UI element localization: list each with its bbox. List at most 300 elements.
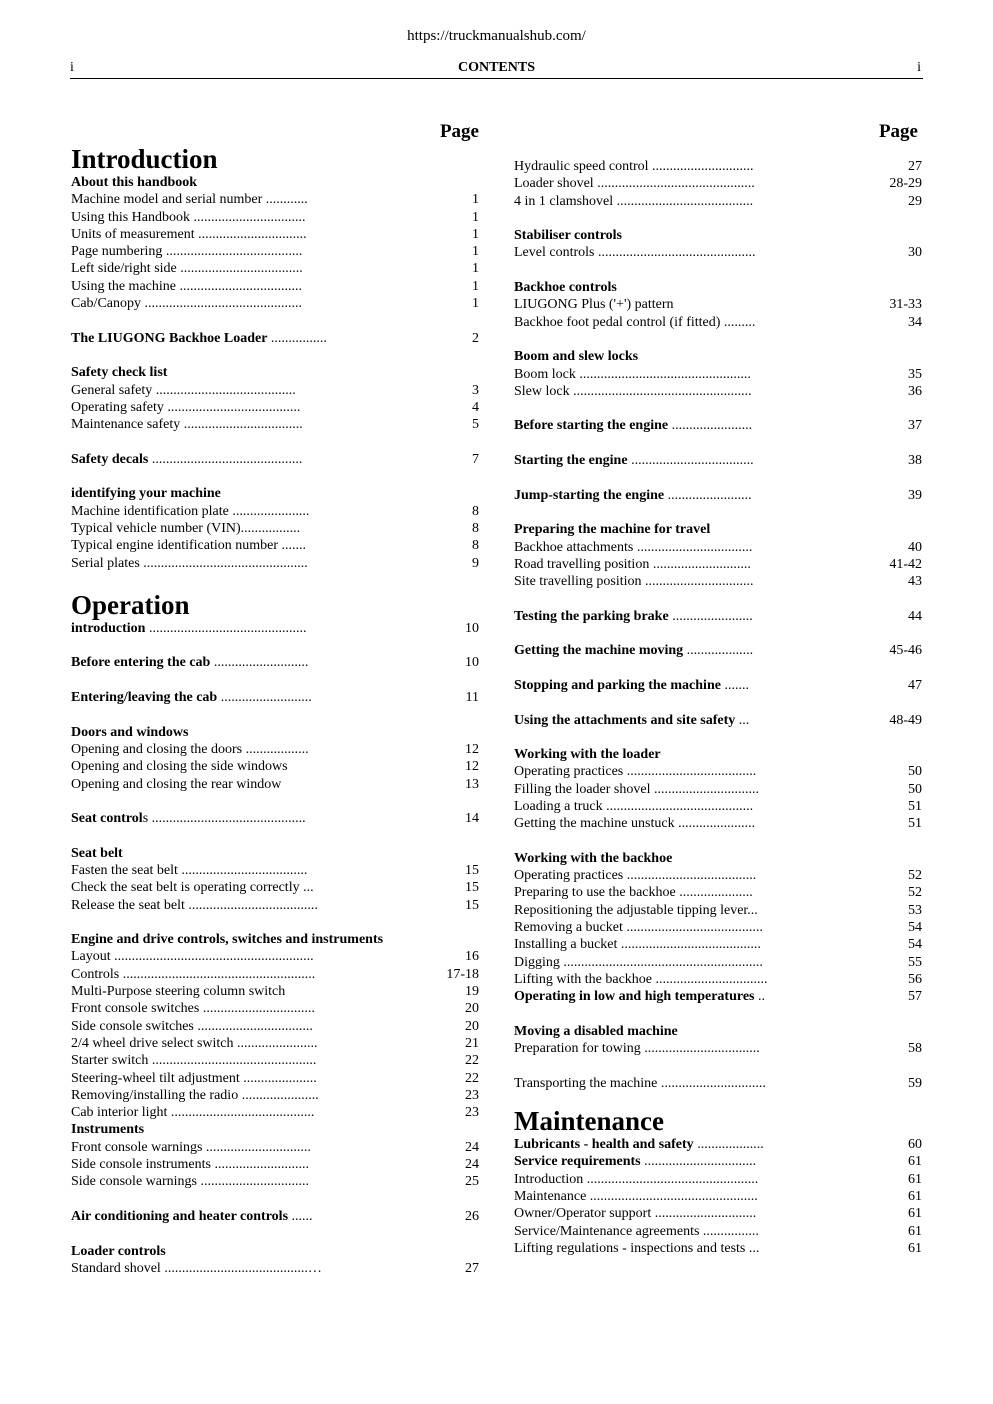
heading-working-loader: Working with the loader [514, 747, 661, 763]
entry-title: Operating in low and high temperatures [514, 989, 755, 1005]
entry-title: Front console switches ................................ [71, 1001, 315, 1017]
entry-title: Entering/leaving the cab [71, 690, 218, 706]
entry-page: 61 [908, 1240, 922, 1256]
heading-loader-controls: Loader controls [71, 1243, 166, 1259]
toc-entry-low-high-temperatures[interactable] [514, 988, 922, 1005]
doors-list [71, 741, 479, 793]
heading-engine-drive-controls: Engine and drive controls, switches and instruments [71, 932, 384, 948]
toc-entry-parking-brake[interactable] [514, 608, 922, 625]
entry-leader: ....................... [668, 418, 753, 434]
heading-about-handbook: About this handbook [71, 175, 198, 190]
entry-page: 11 [465, 690, 479, 706]
heading-safety-check-list: Safety check list [71, 365, 168, 381]
entry-page: 27 [465, 1260, 479, 1276]
entry-leader: ................... [683, 643, 754, 659]
toc-entry[interactable] [514, 954, 922, 971]
toc-entry[interactable] [71, 983, 479, 1000]
entry-title: Operating safety ...................................... [71, 399, 301, 415]
entry-title: Opening and closing the doors .................. [71, 741, 309, 757]
entry-page: 23 [465, 1087, 479, 1103]
backhoe-controls-list [514, 296, 922, 331]
source-url: https://truckmanualshub.com/ [407, 28, 586, 44]
entry-title: Stopping and parking the machine [514, 677, 721, 693]
entry-page: 15 [465, 862, 479, 878]
heading-seat-belt: Seat belt [71, 845, 123, 861]
entry-title: Steering-wheel tilt adjustment ..................... [71, 1070, 317, 1086]
entry-title: General safety ........................................ [71, 382, 296, 398]
entry-title: Filling the loader shovel .............................. [514, 781, 759, 797]
entry-page: 15 [465, 897, 479, 913]
entry-page: 44 [908, 608, 922, 624]
entry-title: Standard shovel .........................................… [71, 1260, 322, 1276]
loader-controls-continued-list [514, 158, 922, 210]
entry-page: 16 [465, 949, 479, 965]
section-title-maintenance: Maintenance [514, 1106, 664, 1137]
heading-identifying-machine: identifying your machine [71, 486, 221, 502]
toc-entry[interactable] [71, 862, 479, 879]
entry-title: Maintenance safety .................................. [71, 417, 303, 433]
entry-title: Air conditioning and heater controls [71, 1208, 289, 1224]
entry-page: 26 [465, 1208, 479, 1224]
toc-entry-getting-moving[interactable] [514, 642, 922, 659]
entry-title: Side console switches ................................. [71, 1018, 313, 1034]
entry-title: Service/Maintenance agreements ................ [514, 1223, 759, 1239]
toc-entry[interactable] [514, 366, 922, 383]
entry-page: 15 [465, 880, 479, 896]
entry-page: 22 [465, 1053, 479, 1069]
entry-page: 1 [472, 226, 479, 242]
header-title: CONTENTS [457, 60, 536, 75]
entry-title: Safety decals [71, 451, 149, 467]
toc-entry[interactable] [71, 897, 479, 914]
entry-page: 48-49 [889, 712, 922, 728]
entry-title: Opening and closing the rear window [71, 776, 282, 792]
entry-page: 8 [472, 503, 479, 519]
toc-entry[interactable] [514, 1240, 922, 1257]
stabiliser-list [514, 244, 922, 261]
entry-title: Introduction ................................................. [514, 1171, 759, 1187]
entry-page: 13 [465, 776, 479, 792]
toc-entry-jump-starting[interactable] [514, 487, 922, 504]
entry-page: 9 [472, 555, 479, 571]
toc-entry-transporting[interactable] [514, 1075, 922, 1092]
entry-page: 20 [465, 1001, 479, 1017]
entry-page: 1 [472, 244, 479, 260]
entry-title: Owner/Operator support ............................. [514, 1206, 757, 1222]
instruments-list [71, 1139, 479, 1191]
entry-page: 17-18 [446, 966, 479, 982]
entry-page: 43 [908, 574, 922, 590]
entry-page: 7 [472, 451, 479, 467]
entry-title: Cab interior light ......................................... [71, 1105, 315, 1121]
entry-title: introduction [71, 620, 146, 636]
entry-page: 24 [465, 1157, 479, 1173]
toc-entry[interactable] [71, 416, 479, 433]
toc-entry[interactable] [71, 191, 479, 208]
entry-title: The LIUGONG Backhoe Loader [71, 330, 268, 346]
toc-entry-air-conditioning[interactable] [71, 1208, 479, 1225]
toc-entry[interactable] [71, 503, 479, 520]
left-column [71, 120, 479, 1277]
toc-entry[interactable] [514, 296, 922, 313]
entry-page: 19 [465, 984, 479, 1000]
page-column-label: Page [439, 121, 479, 142]
page-column-label: Page [878, 121, 918, 142]
entry-title: Machine identification plate ...................... [71, 503, 310, 519]
toc-entry[interactable] [514, 798, 922, 815]
entry-page: 27 [908, 159, 922, 174]
entry-leader: ... [735, 712, 750, 728]
entry-page: 1 [472, 209, 479, 225]
safety-list [71, 382, 479, 434]
entry-page: 38 [908, 453, 922, 469]
entry-leader: ...... [288, 1208, 313, 1224]
entry-page: 2 [472, 330, 479, 346]
toc-entry[interactable] [71, 741, 479, 758]
entry-page: 54 [908, 937, 922, 953]
header-left-page-number: i [70, 60, 74, 75]
entry-title: Service requirements [514, 1154, 641, 1170]
entry-leader: .. [754, 989, 765, 1005]
toc-entry[interactable] [514, 781, 922, 798]
entry-page: 12 [465, 759, 479, 775]
entry-title: Preparation for towing ................................. [514, 1041, 760, 1057]
right-column [514, 120, 922, 1257]
toc-entry[interactable] [514, 1171, 922, 1188]
entry-page: 34 [908, 314, 922, 330]
toc-entry[interactable] [71, 1156, 479, 1173]
entry-page: 47 [908, 677, 922, 693]
toc-entry-seat-controls[interactable] [71, 810, 479, 827]
entry-title: Lifting regulations - inspections and tests ... [514, 1240, 760, 1256]
heading-backhoe-controls: Backhoe controls [514, 280, 617, 296]
entry-title: Page numbering ....................................... [71, 244, 303, 260]
toc-entry[interactable] [71, 555, 479, 572]
entry-page: 61 [908, 1188, 922, 1204]
entry-title: Check the seat belt is operating correctly ... [71, 880, 314, 896]
toc-entry-operation-introduction[interactable] [71, 620, 479, 637]
entry-title: Front console warnings .............................. [71, 1139, 311, 1155]
entry-page: 50 [908, 764, 922, 780]
entry-title: Getting the machine unstuck ...................... [514, 816, 756, 832]
entry-title: Seat control [71, 811, 143, 827]
entry-title: Operating practices ..................................... [514, 868, 757, 884]
heading-doors-windows: Doors and windows [71, 724, 189, 740]
toc-entry[interactable] [514, 244, 922, 261]
entry-page: 22 [465, 1070, 479, 1086]
entry-title: Boom lock ................................................. [514, 366, 751, 382]
entry-page: 59 [908, 1075, 922, 1091]
entry-title: Removing/installing the radio ...................... [71, 1087, 319, 1103]
toc-entry[interactable] [514, 314, 922, 331]
entry-title: Transporting the machine .............................. [514, 1075, 766, 1091]
toc-entry-entering-leaving-cab[interactable] [71, 689, 479, 706]
toc-entry[interactable] [514, 158, 922, 175]
entry-title: Starting the engine [514, 453, 628, 469]
toc-entry[interactable] [514, 1223, 922, 1240]
entry-title: Serial plates ............................................... [71, 555, 308, 571]
engine-list [71, 948, 479, 1121]
entry-page: 51 [908, 798, 922, 814]
toc-entry[interactable] [514, 884, 922, 901]
toc-entry[interactable] [71, 1035, 479, 1052]
entry-leader: s ............................................ [142, 811, 306, 827]
entry-page: 10 [465, 655, 479, 671]
entry-title: Before entering the cab [71, 655, 211, 671]
toc-entry-backhoe-loader[interactable] [71, 330, 479, 347]
toc-entry[interactable] [514, 1188, 922, 1205]
entry-title: Backhoe foot pedal control (if fitted) ......... [514, 314, 756, 330]
toc-entry[interactable] [71, 243, 479, 260]
entry-title: Installing a bucket ........................................ [514, 937, 761, 953]
toc-entry[interactable] [514, 1205, 922, 1222]
entry-page: 52 [908, 868, 922, 884]
entry-leader: .......................... [217, 690, 312, 706]
entry-page: 41-42 [889, 556, 922, 572]
toc-entry-before-entering-cab[interactable] [71, 654, 479, 671]
entry-title: Opening and closing the side windows [71, 759, 288, 775]
entry-title: Units of measurement ............................... [71, 226, 307, 242]
entry-title: Loader shovel ............................................. [514, 176, 755, 192]
entry-page: 8 [472, 520, 479, 536]
section-title-introduction: Introduction [71, 144, 218, 174]
entry-leader: ........................ [664, 487, 752, 503]
entry-title: Typical vehicle number (VIN)................. [71, 520, 301, 536]
seatbelt-list [71, 862, 479, 914]
toc-entry[interactable] [514, 193, 922, 210]
toc-entry[interactable] [71, 209, 479, 226]
toc-entry-starting-engine[interactable] [514, 452, 922, 469]
entry-title: Release the seat belt ..................................... [71, 897, 318, 913]
toc-entry[interactable] [514, 1040, 922, 1057]
entry-title: Using this Handbook ................................ [71, 209, 306, 225]
entry-title: Road travelling position ............................ [514, 556, 751, 572]
toc-entry[interactable] [71, 520, 479, 537]
entry-page: 10 [465, 620, 479, 636]
toc-entry-service-requirements[interactable] [514, 1153, 922, 1170]
toc-entry[interactable] [514, 902, 922, 919]
entry-page: 3 [472, 382, 479, 398]
toc-entry[interactable] [71, 295, 479, 312]
entry-page: 51 [908, 816, 922, 832]
entry-page: 55 [908, 954, 922, 970]
loader-controls-list [71, 1260, 479, 1277]
entry-title: Typical engine identification number ....... [71, 538, 307, 554]
entry-page: 1 [472, 192, 479, 208]
entry-title: Level controls ............................................. [514, 245, 756, 261]
toc-entry[interactable] [514, 556, 922, 573]
entry-page: 30 [908, 245, 922, 261]
entry-title: Slew lock ................................................... [514, 383, 752, 399]
toc-entry[interactable] [71, 382, 479, 399]
entry-page: 8 [472, 538, 479, 554]
entry-leader: ....... [720, 677, 749, 693]
entry-title: Using the attachments and site safety [514, 712, 736, 728]
travel-list [514, 539, 922, 591]
toc-entry[interactable] [514, 971, 922, 988]
toc-entry[interactable] [71, 1139, 479, 1156]
entry-title: Maintenance ................................................ [514, 1188, 758, 1204]
toc-entry[interactable] [71, 537, 479, 554]
entry-title: Cab/Canopy ............................................. [71, 296, 302, 312]
entry-leader: ........................................... [148, 451, 303, 467]
entry-page: 25 [465, 1174, 479, 1190]
heading-preparing-for-travel: Preparing the machine for travel [514, 522, 711, 538]
toc-entry[interactable] [514, 763, 922, 780]
entry-page: 36 [908, 383, 922, 399]
entry-title: Getting the machine moving [514, 643, 684, 659]
toc-entry[interactable] [514, 573, 922, 590]
entry-page: 57 [908, 989, 922, 1005]
heading-disabled-machine: Moving a disabled machine [514, 1023, 678, 1039]
entry-title: LIUGONG Plus ('+') pattern [514, 297, 674, 313]
toc-entry[interactable] [71, 966, 479, 983]
entry-page: 53 [908, 902, 922, 918]
entry-title: Before starting the engine [514, 418, 669, 434]
entry-page: 39 [908, 487, 922, 503]
toc-entry[interactable] [71, 260, 479, 277]
heading-boom-slew-locks: Boom and slew locks [514, 349, 639, 365]
entry-title: Operating practices ..................................... [514, 764, 757, 780]
identifying-list [71, 503, 479, 572]
entry-title: Using the machine ................................... [71, 278, 302, 294]
entry-title: Layout ......................................................... [71, 949, 314, 965]
entry-leader: ........................... [210, 655, 309, 671]
entry-page: 58 [908, 1041, 922, 1057]
entry-page: 29 [908, 193, 922, 209]
entry-page: 12 [465, 741, 479, 757]
entry-page: 35 [908, 366, 922, 382]
entry-page: 24 [465, 1139, 479, 1155]
toc-entry[interactable] [71, 1070, 479, 1087]
entry-page: 31-33 [889, 297, 922, 313]
entry-title: Site travelling position ............................... [514, 574, 754, 590]
toc-entry[interactable] [71, 399, 479, 416]
entry-page: 1 [472, 296, 479, 312]
entry-title: Left side/right side ................................... [71, 261, 303, 277]
entry-title: Jump-starting the engine [514, 487, 665, 503]
toc-entry[interactable] [71, 948, 479, 965]
entry-page: 40 [908, 539, 922, 555]
toc-entry[interactable] [71, 879, 479, 896]
page-header [70, 60, 923, 79]
entry-title: Controls ....................................................... [71, 966, 316, 982]
entry-page: 52 [908, 885, 922, 901]
entry-page: 45-46 [889, 643, 922, 659]
heading-instruments: Instruments [71, 1122, 145, 1138]
service-list [514, 1171, 922, 1257]
entry-title: Starter switch ............................................... [71, 1053, 317, 1069]
toc-entry[interactable] [514, 383, 922, 400]
entry-page: 4 [472, 399, 479, 415]
section-title-operation: Operation [71, 589, 190, 620]
entry-page: 50 [908, 781, 922, 797]
toc-entry[interactable] [514, 919, 922, 936]
entry-page: 56 [908, 971, 922, 987]
entry-page: 28-29 [889, 176, 922, 192]
entry-title: Digging ......................................................... [514, 954, 763, 970]
toc-entry[interactable] [71, 1000, 479, 1017]
toc-entry[interactable] [71, 278, 479, 295]
toc-entry-lubricants[interactable] [514, 1136, 922, 1153]
toc-entry[interactable] [71, 1104, 479, 1121]
toc-entry[interactable] [71, 1087, 479, 1104]
toc-entry-attachments-site-safety[interactable] [514, 712, 922, 729]
entry-title: Testing the parking brake [514, 608, 669, 624]
entry-page: 1 [472, 278, 479, 294]
entry-page: 21 [465, 1035, 479, 1051]
entry-page: 37 [908, 418, 922, 434]
entry-title: Machine model and serial number ............ [71, 192, 308, 208]
toc-entry[interactable] [514, 936, 922, 953]
toc-entry[interactable] [71, 1260, 479, 1277]
entry-title: 4 in 1 clamshovel ....................................... [514, 193, 754, 209]
toc-entry[interactable] [514, 815, 922, 832]
toc-entry[interactable] [514, 867, 922, 884]
entry-title: Side console warnings ............................... [71, 1174, 309, 1190]
entry-leader: ................................ [640, 1154, 757, 1170]
entry-title: Removing a bucket ....................................... [514, 920, 763, 936]
toc-entry[interactable] [514, 539, 922, 556]
entry-page: 61 [908, 1154, 922, 1170]
entry-page: 61 [908, 1171, 922, 1187]
entry-leader: ................... [693, 1137, 764, 1153]
entry-title: Repositioning the adjustable tipping lever... [514, 902, 758, 918]
toc-entry-safety-decals[interactable] [71, 451, 479, 468]
toc-entry-stopping-parking[interactable] [514, 677, 922, 694]
toc-entry[interactable] [71, 758, 479, 775]
working-backhoe-list [514, 867, 922, 988]
entry-title: Loading a truck .......................................... [514, 798, 754, 814]
toc-entry[interactable] [71, 226, 479, 243]
header-right-page-number: i [917, 60, 921, 75]
disabled-list [514, 1040, 922, 1057]
toc-entry[interactable] [514, 175, 922, 192]
entry-page: 1 [472, 261, 479, 277]
entry-leader: ................................... [627, 453, 754, 469]
about-list [71, 191, 479, 312]
entry-page: 60 [908, 1137, 922, 1153]
working-loader-list [514, 763, 922, 832]
entry-leader: ................ [267, 330, 327, 346]
entry-title: Lifting with the backhoe ................................ [514, 971, 768, 987]
entry-title: Preparing to use the backhoe ..................... [514, 885, 753, 901]
entry-page: 61 [908, 1223, 922, 1239]
heading-working-backhoe: Working with the backhoe [514, 850, 673, 866]
entry-leader: ....................... [668, 608, 753, 624]
entry-title: Multi-Purpose steering column switch [71, 984, 286, 1000]
entry-title: Lubricants - health and safety [514, 1137, 694, 1153]
entry-page: 20 [465, 1018, 479, 1034]
entry-title: Fasten the seat belt .................................... [71, 862, 308, 878]
heading-stabiliser-controls: Stabiliser controls [514, 228, 622, 244]
entry-title: 2/4 wheel drive select switch ....................... [71, 1035, 318, 1051]
toc-entry-before-starting-engine[interactable] [514, 417, 922, 434]
toc-entry[interactable] [71, 1018, 479, 1035]
locks-list [514, 366, 922, 401]
entry-page: 14 [465, 811, 479, 827]
toc-entry[interactable] [71, 1173, 479, 1190]
entry-page: 61 [908, 1206, 922, 1222]
toc-entry[interactable] [71, 1052, 479, 1069]
entry-title: Side console instruments ........................... [71, 1157, 309, 1173]
entry-page: 54 [908, 920, 922, 936]
toc-entry[interactable] [71, 776, 479, 793]
entry-title: Hydraulic speed control ............................. [514, 159, 754, 174]
entry-leader: ............................................. [145, 620, 307, 636]
entry-page: 23 [465, 1105, 479, 1121]
entry-title: Backhoe attachments ................................. [514, 539, 753, 555]
